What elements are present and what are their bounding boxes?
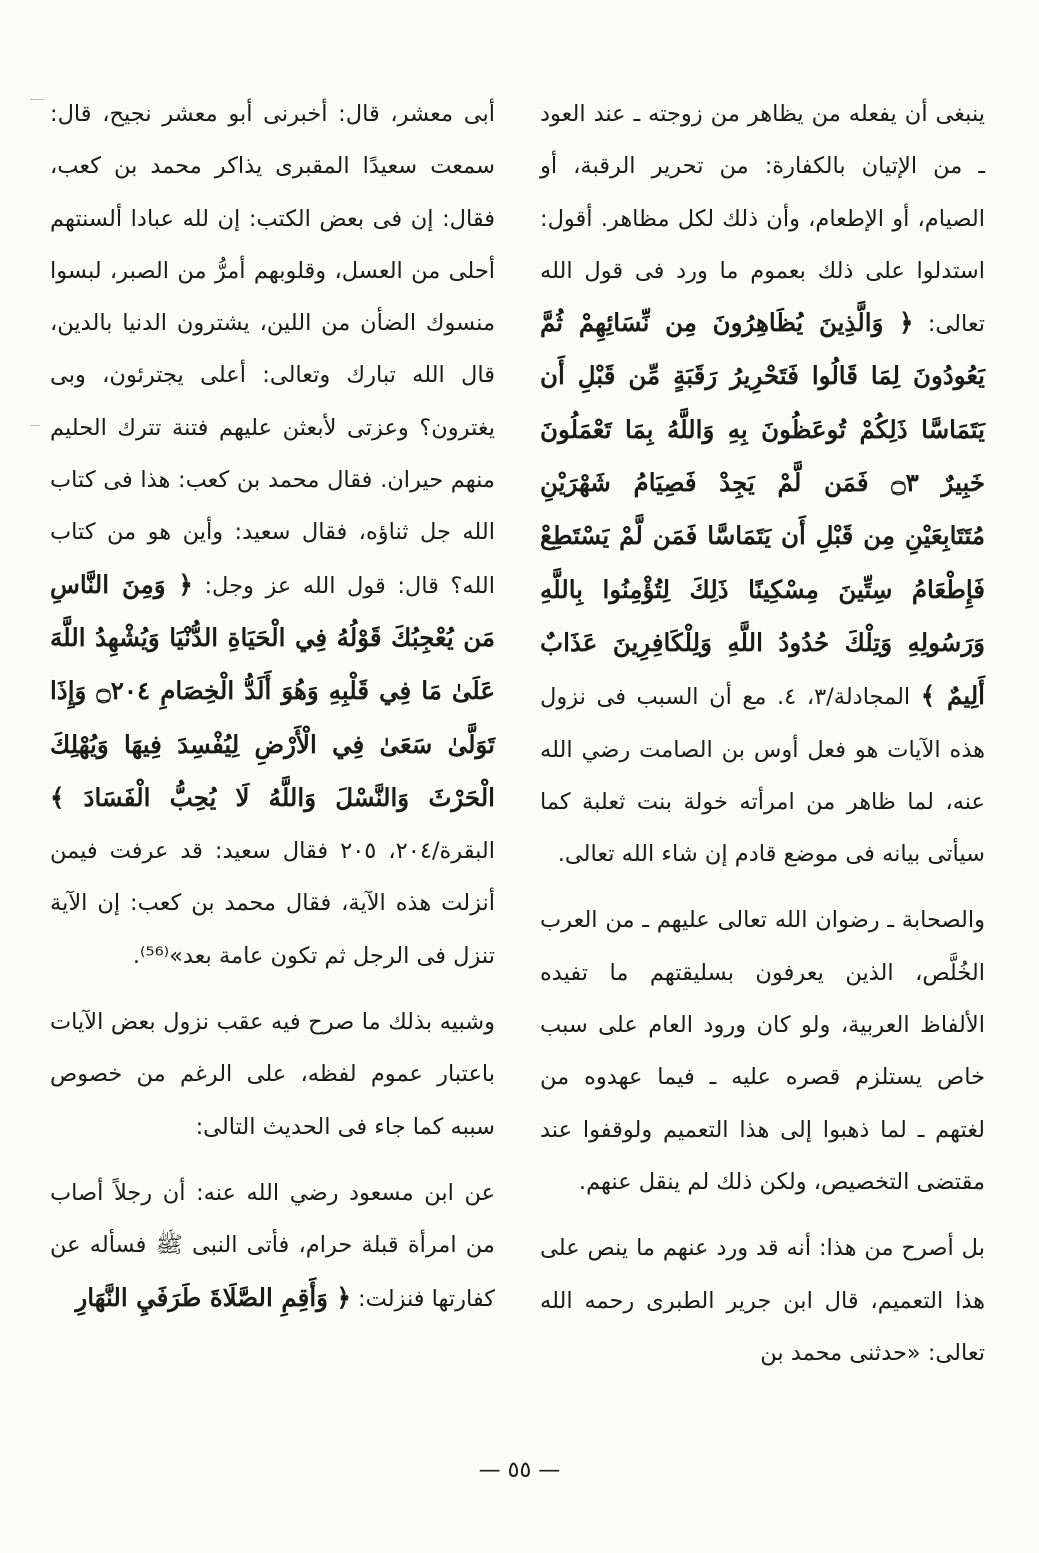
quran-verse: ﴿ وَمِنَ النَّاسِ مَن يُعْجِبُكَ قَوْلُهُ فِي الْحَيَاةِ الدُّنْيَا وَيُشْهِدُ اللَّهَ عَلَىٰ مَا فِي قَلْبِهِ وَهُوَ أَلَدُّ الْخِصَامِ ۝٢٠٤ وَإِذَا تَوَلَّىٰ سَعَىٰ فِي الْأَرْضِ لِيُفْسِدَ فِيهَا وَيُهْلِكَ الْحَرْثَ وَالنَّسْلَ وَاللَّهُ لَا يُحِبُّ الْفَسَادَ ﴾ [50, 569, 496, 812]
page-number: — ٥٥ — [478, 1458, 561, 1483]
quran-verse: ﴿ وَأَقِمِ الصَّلَاةَ طَرَفَيِ النَّهَارِ [75, 1282, 351, 1312]
paragraph: بل أصرح من هذا: أنه قد ورد عنهم ما ينص على هذا التعميم، قال ابن جرير الطبرى رحمه الله تعالى: «حدثنى محمد بن [540, 1235, 985, 1366]
body-text: أبى معشر، قال: أخبرنى أبو معشر نجيح، قال: سمعت سعيدًا المقبرى يذاكر محمد بن كعب، فقال: إن فى بعض الكتب: إن لله عبادا ألسنتهم أحلى من العسل، وقلوبهم أمرُّ من الصبر، لبسوا منسوك الضأن من اللين، يشترون الدنيا بالدين، قال الله تبارك وتعالى: أعلى يجترئون، وبى يغترون؟ وعزتى لأبعثن عليهم فتنة تترك الحليم منهم حيران. فقال محمد بن كعب: هذا فى كتاب الله جل ثناؤه، فقال سعيد: وأين هو من كتاب الله؟ قال: قول الله عز وجل: [50, 101, 496, 599]
quran-verse: ﴿ وَالَّذِينَ يُظَاهِرُونَ مِن نِّسَائِهِمْ ثُمَّ يَعُودُونَ لِمَا قَالُوا فَتَحْرِيرُ رَقَبَةٍ مِّن قَبْلِ أَن يَتَمَاسَّا ذَلِكُمْ تُوعَظُونَ بِهِ وَاللَّهُ بِمَا تَعْمَلُونَ خَبِيرٌ ۝٣ فَمَن لَّمْ يَجِدْ فَصِيَامُ شَهْرَيْنِ مُتَتَابِعَيْنِ مِن قَبْلِ أَن يَتَمَاسَّا فَمَن لَّمْ يَسْتَطِعْ فَإِطْعَامُ سِتِّينَ مِسْكِينًا ذَلِكَ لِتُؤْمِنُوا بِاللَّهِ وَرَسُولِهِ وَتِلْكَ حُدُودُ اللَّهِ وَلِلْكَافِرِينَ عَذَابٌ أَلِيمٌ ﴾ [540, 308, 986, 711]
body-text: ينبغى أن يفعله من يظاهر من زوجته ـ عند العود ـ من الإتيان بالكفارة: من تحرير الرقبة، أو الصيام، أو الإطعام، وأن ذلك لكل مظاهر. أقول: استدلوا على ذلك بعموم ما ورد فى قول الله تعالى: [540, 101, 985, 338]
right-column [540, 88, 985, 1379]
paragraph: والصحابة ـ رضوان الله تعالى عليهم ـ من العرب الخُلَّص، الذين يعرفون بسليقتهم ما تفيده الألفاظ العربية، ولو كان ورود العام على سبب خاص يستلزم قصره عليه ـ فيما عهدوه من لغتهم ـ لما ذهبوا إلى هذا التعميم ولوقفوا عند مقتضى التخصيص، ولكن ذلك لم ينقل عنهم. [540, 907, 985, 1195]
body-text: عن ابن مسعود رضي الله عنه: أن رجلاً أصاب من امرأة قبلة حرام، فأتى النبى ﷺ فسأله عن كفارتها فنزلت: [50, 1179, 495, 1312]
scan-mark [30, 425, 40, 426]
left-column [50, 88, 495, 1325]
paragraph [50, 88, 495, 982]
paragraph [540, 88, 985, 880]
paragraph [50, 1167, 495, 1325]
body-text: المجادلة/٣، ٤. مع أن السبب فى نزول هذه الآيات هو فعل أوس بن الصامت رضي الله عنه، لما ظاهر من امرأته خولة بنت ثعلبة كما سيأتى بيانه فى موضع قادم إن شاء الله تعالى. [540, 684, 985, 868]
paragraph: وشبيه بذلك ما صرح فيه عقب نزول بعض الآيات باعتبار عموم لفظه، على الرغم من خصوص سببه كما جاء فى الحديث التالى: [50, 1009, 495, 1140]
scan-mark [30, 99, 44, 100]
body-text: البقرة/٢٠٤، ٢٠٥ فقال سعيد: قد عرفت فيمن أنزلت هذه الآية، فقال محمد بن كعب: إن الآية تنزل فى الرجل ثم تكون عامة بعد»⁽⁵⁶⁾. [50, 838, 495, 969]
